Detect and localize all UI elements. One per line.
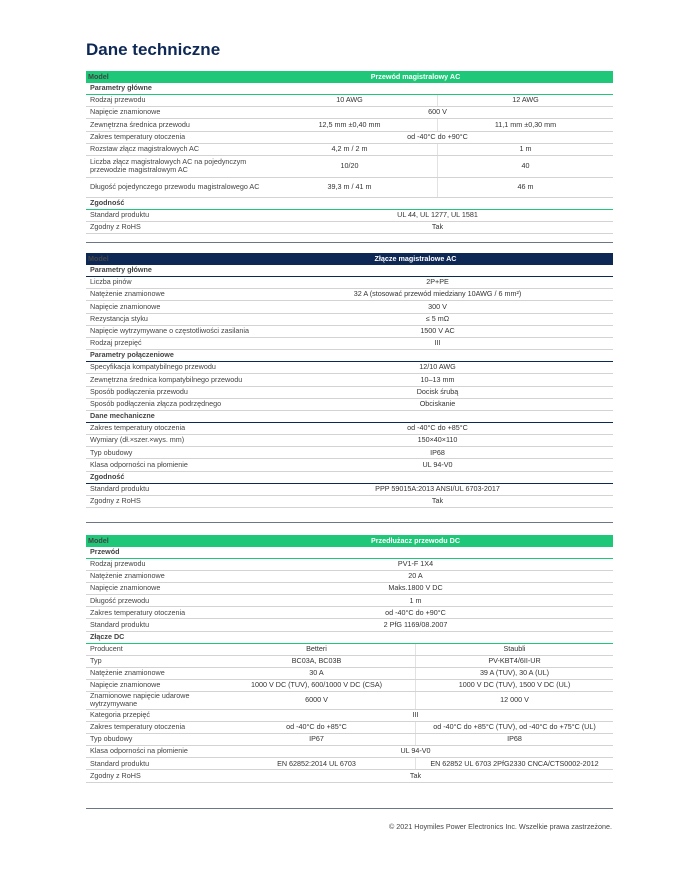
row-values (262, 399, 613, 410)
value-cell: IP68 (415, 734, 613, 745)
row-values (262, 119, 613, 130)
row-label: Rodzaj przewodu (90, 95, 146, 105)
row-label: Napięcie znamionowe (90, 301, 161, 311)
row-values (262, 484, 613, 495)
table-row (86, 496, 613, 508)
row-values (262, 387, 613, 398)
value-cell: 1 m (437, 144, 613, 155)
row-label: Zakres temperatury otoczenia (90, 423, 186, 433)
section-header (86, 547, 613, 559)
value-cell: Tak (431, 496, 444, 506)
table-header-row (86, 71, 613, 83)
value-cell: od -40°C do +85°C (407, 423, 468, 433)
page-title: Dane techniczne (86, 40, 221, 59)
row-values (218, 644, 613, 655)
table-header-row (86, 535, 613, 547)
value-cell: 2P+PE (426, 277, 449, 287)
row-values (262, 374, 613, 385)
row-label: Standard produktu (90, 758, 150, 768)
row-values (218, 692, 613, 709)
row-label: Zgodny z RoHS (90, 222, 141, 232)
value-cell: PPP 59015A:2013 ANSI/UL 6703-2017 (375, 483, 500, 493)
table-row (86, 144, 613, 156)
table-row (86, 362, 613, 374)
section-header (86, 632, 613, 644)
value-cell: Docisk śrubą (416, 386, 459, 396)
section-title: Zgodność (90, 198, 125, 208)
value-cell: Obciskanie (419, 398, 456, 408)
row-values (262, 107, 613, 118)
row-label: Długość przewodu (90, 595, 150, 605)
row-label: Klasa odporności na płomienie (90, 459, 188, 469)
row-label: Zgodny z RoHS (90, 496, 141, 506)
value-cell: od -40°C do +90°C (407, 131, 468, 141)
row-label: Kategoria przepięć (90, 710, 150, 720)
model-name: Złącze magistralowe AC (374, 253, 457, 263)
row-values (218, 710, 613, 721)
section-header (86, 83, 613, 95)
table-row (86, 607, 613, 619)
row-values (262, 447, 613, 458)
value-cell: 600 V (428, 107, 447, 117)
table-row (86, 710, 613, 722)
row-values (262, 326, 613, 337)
value-cell: 40 (437, 156, 613, 177)
value-cell: 10–13 mm (420, 374, 455, 384)
value-cell: 150×40×110 (417, 435, 458, 445)
row-label: Typ obudowy (90, 447, 133, 457)
row-values (218, 668, 613, 679)
row-label: Zewnętrzna średnica kompatybilnego przewodu (90, 374, 243, 384)
value-cell: 11,1 mm ±0,30 mm (437, 119, 613, 130)
table-row (86, 156, 613, 178)
row-values (262, 178, 613, 197)
value-cell: 32 A (stosować przewód miedziany 10AWG / 6 mm²) (353, 289, 522, 299)
section-header (86, 411, 613, 423)
value-cell: 1 m (409, 595, 422, 605)
row-values (218, 559, 613, 570)
value-cell: od -40°C do +85°C (286, 722, 347, 732)
row-label: Typ (90, 655, 102, 665)
table-row (86, 770, 613, 782)
row-values (218, 770, 613, 781)
row-values (262, 289, 613, 300)
value-cell: 1000 V DC (TUV), 600/1000 V DC (CSA) (250, 680, 383, 690)
section-title: Dane mechaniczne (90, 411, 155, 421)
value-cell: IP68 (430, 447, 445, 457)
row-label: Napięcie znamionowe (90, 680, 161, 690)
row-values (262, 132, 613, 143)
value-cell: Maks.1800 V DC (388, 583, 443, 593)
section-header (86, 472, 613, 484)
row-values (262, 301, 613, 312)
value-cell: od -40°C do +85°C (TUV), od -40°C do +75°C (UL) (415, 722, 613, 733)
row-label: Rodzaj przewodu (90, 559, 146, 569)
value-cell: 12,5 mm ±0,40 mm (318, 119, 381, 129)
model-name: Przewód magistralowy AC (370, 71, 461, 81)
value-cell: III (412, 710, 419, 720)
value-cell: 12/10 AWG (419, 362, 456, 372)
value-cell: 6000 V (305, 695, 328, 705)
row-label: Wymiary (dł.×szer.×wys. mm) (90, 435, 185, 445)
section-title: Parametry główne (90, 265, 152, 275)
table-row (86, 571, 613, 583)
section-header (86, 198, 613, 210)
row-label: Napięcie znamionowe (90, 583, 161, 593)
row-label: Klasa odporności na płomienie (90, 746, 188, 756)
table-row (86, 178, 613, 198)
table-row (86, 338, 613, 350)
value-cell: 12 AWG (437, 95, 613, 106)
value-cell: 46 m (437, 178, 613, 197)
row-values (262, 314, 613, 325)
row-label: Standard produktu (90, 210, 150, 220)
row-label: Napięcie znamionowe (90, 107, 161, 117)
row-values (218, 571, 613, 582)
row-values (262, 210, 613, 221)
divider (86, 522, 613, 523)
value-cell: 4,2 m / 2 m (331, 144, 368, 154)
row-values (218, 746, 613, 757)
model-label: Model (88, 71, 109, 81)
value-cell: od -40°C do +90°C (385, 607, 446, 617)
value-cell: 39 A (TUV), 30 A (UL) (415, 668, 613, 679)
table-row (86, 222, 613, 234)
table-row (86, 423, 613, 435)
table-dc-extension-cable (86, 535, 613, 783)
value-cell: 2 PfG 1169/08.2007 (383, 619, 448, 629)
row-label: Natężenie znamionowe (90, 571, 165, 581)
table-row (86, 447, 613, 459)
row-label: Rezystancja styku (90, 313, 148, 323)
row-values (262, 277, 613, 288)
row-values (262, 95, 613, 106)
value-cell: UL 94-V0 (422, 459, 453, 469)
table-row (86, 95, 613, 107)
value-cell: 10 AWG (336, 95, 363, 105)
value-cell: EN 62852 UL 6703 2PfG2330 CNCA/CTS0002-2012 (415, 758, 613, 769)
row-label: Natężenie znamionowe (90, 289, 165, 299)
row-values (262, 338, 613, 349)
copyright-footer: © 2021 Hoymiles Power Electronics Inc. Wszelkie prawa zastrzeżone. (388, 822, 612, 831)
row-label: Typ obudowy (90, 734, 133, 744)
table-row (86, 107, 613, 119)
value-cell: Tak (431, 222, 444, 232)
model-label: Model (88, 253, 109, 263)
section-header (86, 350, 613, 362)
row-values (262, 362, 613, 373)
row-label: Liczba złącz magistralowych AC na pojedynczym przewodzie magistralowym AC (90, 156, 247, 175)
row-label: Zakres temperatury otoczenia (90, 131, 186, 141)
row-label: Producent (90, 643, 123, 653)
value-cell: 300 V (428, 301, 447, 311)
table-row (86, 722, 613, 734)
row-label: Liczba pinów (90, 277, 132, 287)
row-label: Standard produktu (90, 619, 150, 629)
section-title: Przewód (90, 547, 120, 557)
row-label: Sposób podłączenia złącza podrzędnego (90, 398, 222, 408)
row-values (262, 144, 613, 155)
value-cell: 10/20 (340, 161, 359, 171)
table-row (86, 595, 613, 607)
table-row (86, 119, 613, 131)
table-row (86, 301, 613, 313)
row-values (262, 496, 613, 507)
row-values (218, 734, 613, 745)
row-label: Zgodny z RoHS (90, 770, 141, 780)
table-row (86, 132, 613, 144)
row-values (218, 680, 613, 691)
value-cell: Betteri (306, 643, 327, 653)
row-label: Natężenie znamionowe (90, 667, 165, 677)
value-cell: ≤ 5 mΩ (425, 313, 450, 323)
section-header (86, 265, 613, 277)
row-label: Długość pojedynczego przewodu magistralowego AC (90, 182, 260, 192)
model-name: Przedłużacz przewodu DC (370, 535, 461, 545)
table-row (86, 435, 613, 447)
table-row (86, 326, 613, 338)
row-label: Standard produktu (90, 483, 150, 493)
table-row (86, 656, 613, 668)
table-row (86, 399, 613, 411)
value-cell: 12 000 V (415, 692, 613, 709)
section-title: Parametry główne (90, 83, 152, 93)
row-values (262, 222, 613, 233)
table-row (86, 758, 613, 770)
row-values (218, 722, 613, 733)
value-cell: UL 94-V0 (400, 746, 431, 756)
table-row (86, 484, 613, 496)
value-cell: 39,3 m / 41 m (327, 182, 372, 192)
value-cell: EN 62852:2014 UL 6703 (277, 758, 356, 768)
value-cell: 30 A (309, 667, 324, 677)
table-row (86, 559, 613, 571)
table-row (86, 374, 613, 386)
value-cell: PV1-F 1X4 (397, 559, 434, 569)
value-cell: Tak (409, 770, 422, 780)
table-row (86, 277, 613, 289)
section-title: Parametry połączeniowe (90, 350, 174, 360)
row-label: Rozstaw złącz magistralowych AC (90, 144, 200, 154)
row-label: Rodzaj przepięć (90, 338, 142, 348)
row-values (218, 619, 613, 630)
value-cell: 1000 V DC (TUV), 1500 V DC (UL) (415, 680, 613, 691)
row-label: Zakres temperatury otoczenia (90, 722, 186, 732)
row-values (262, 423, 613, 434)
table-row (86, 314, 613, 326)
value-cell: III (434, 338, 441, 348)
row-values (218, 583, 613, 594)
row-values (262, 459, 613, 470)
row-values (262, 156, 613, 177)
value-cell: BC03A, BC03B (291, 655, 342, 665)
table-row (86, 668, 613, 680)
table-row (86, 289, 613, 301)
table-ac-trunk-connector (86, 253, 613, 508)
value-cell: Staubli (415, 644, 613, 655)
table-ac-trunk-cable (86, 71, 613, 234)
row-label: Zakres temperatury otoczenia (90, 607, 186, 617)
table-row (86, 387, 613, 399)
model-label: Model (88, 535, 109, 545)
value-cell: IP67 (309, 734, 324, 744)
value-cell: PV-KBT4/6II-UR (415, 656, 613, 667)
row-values (262, 435, 613, 446)
row-label: Znamionowe napięcie udarowe wytrzymywane (90, 690, 190, 709)
table-row (86, 583, 613, 595)
value-cell: 20 A (408, 571, 423, 581)
row-label: Specyfikacja kompatybilnego przewodu (90, 362, 216, 372)
row-values (218, 656, 613, 667)
table-row (86, 734, 613, 746)
divider (86, 242, 613, 243)
table-row (86, 746, 613, 758)
row-values (218, 595, 613, 606)
section-title: Złącze DC (90, 631, 125, 641)
row-label: Napięcie wytrzymywane o częstotliwości zasilania (90, 326, 249, 336)
value-cell: 1500 V AC (420, 326, 455, 336)
row-label: Zewnętrzna średnica przewodu (90, 119, 190, 129)
value-cell: UL 44, UL 1277, UL 1581 (397, 210, 478, 220)
table-row (86, 692, 613, 710)
table-row (86, 210, 613, 222)
row-values (218, 758, 613, 769)
row-label: Sposób podłączenia przewodu (90, 386, 188, 396)
divider (86, 808, 613, 809)
table-header-row (86, 253, 613, 265)
table-row (86, 619, 613, 631)
row-values (218, 607, 613, 618)
table-row (86, 644, 613, 656)
section-title: Zgodność (90, 471, 125, 481)
table-row (86, 459, 613, 471)
